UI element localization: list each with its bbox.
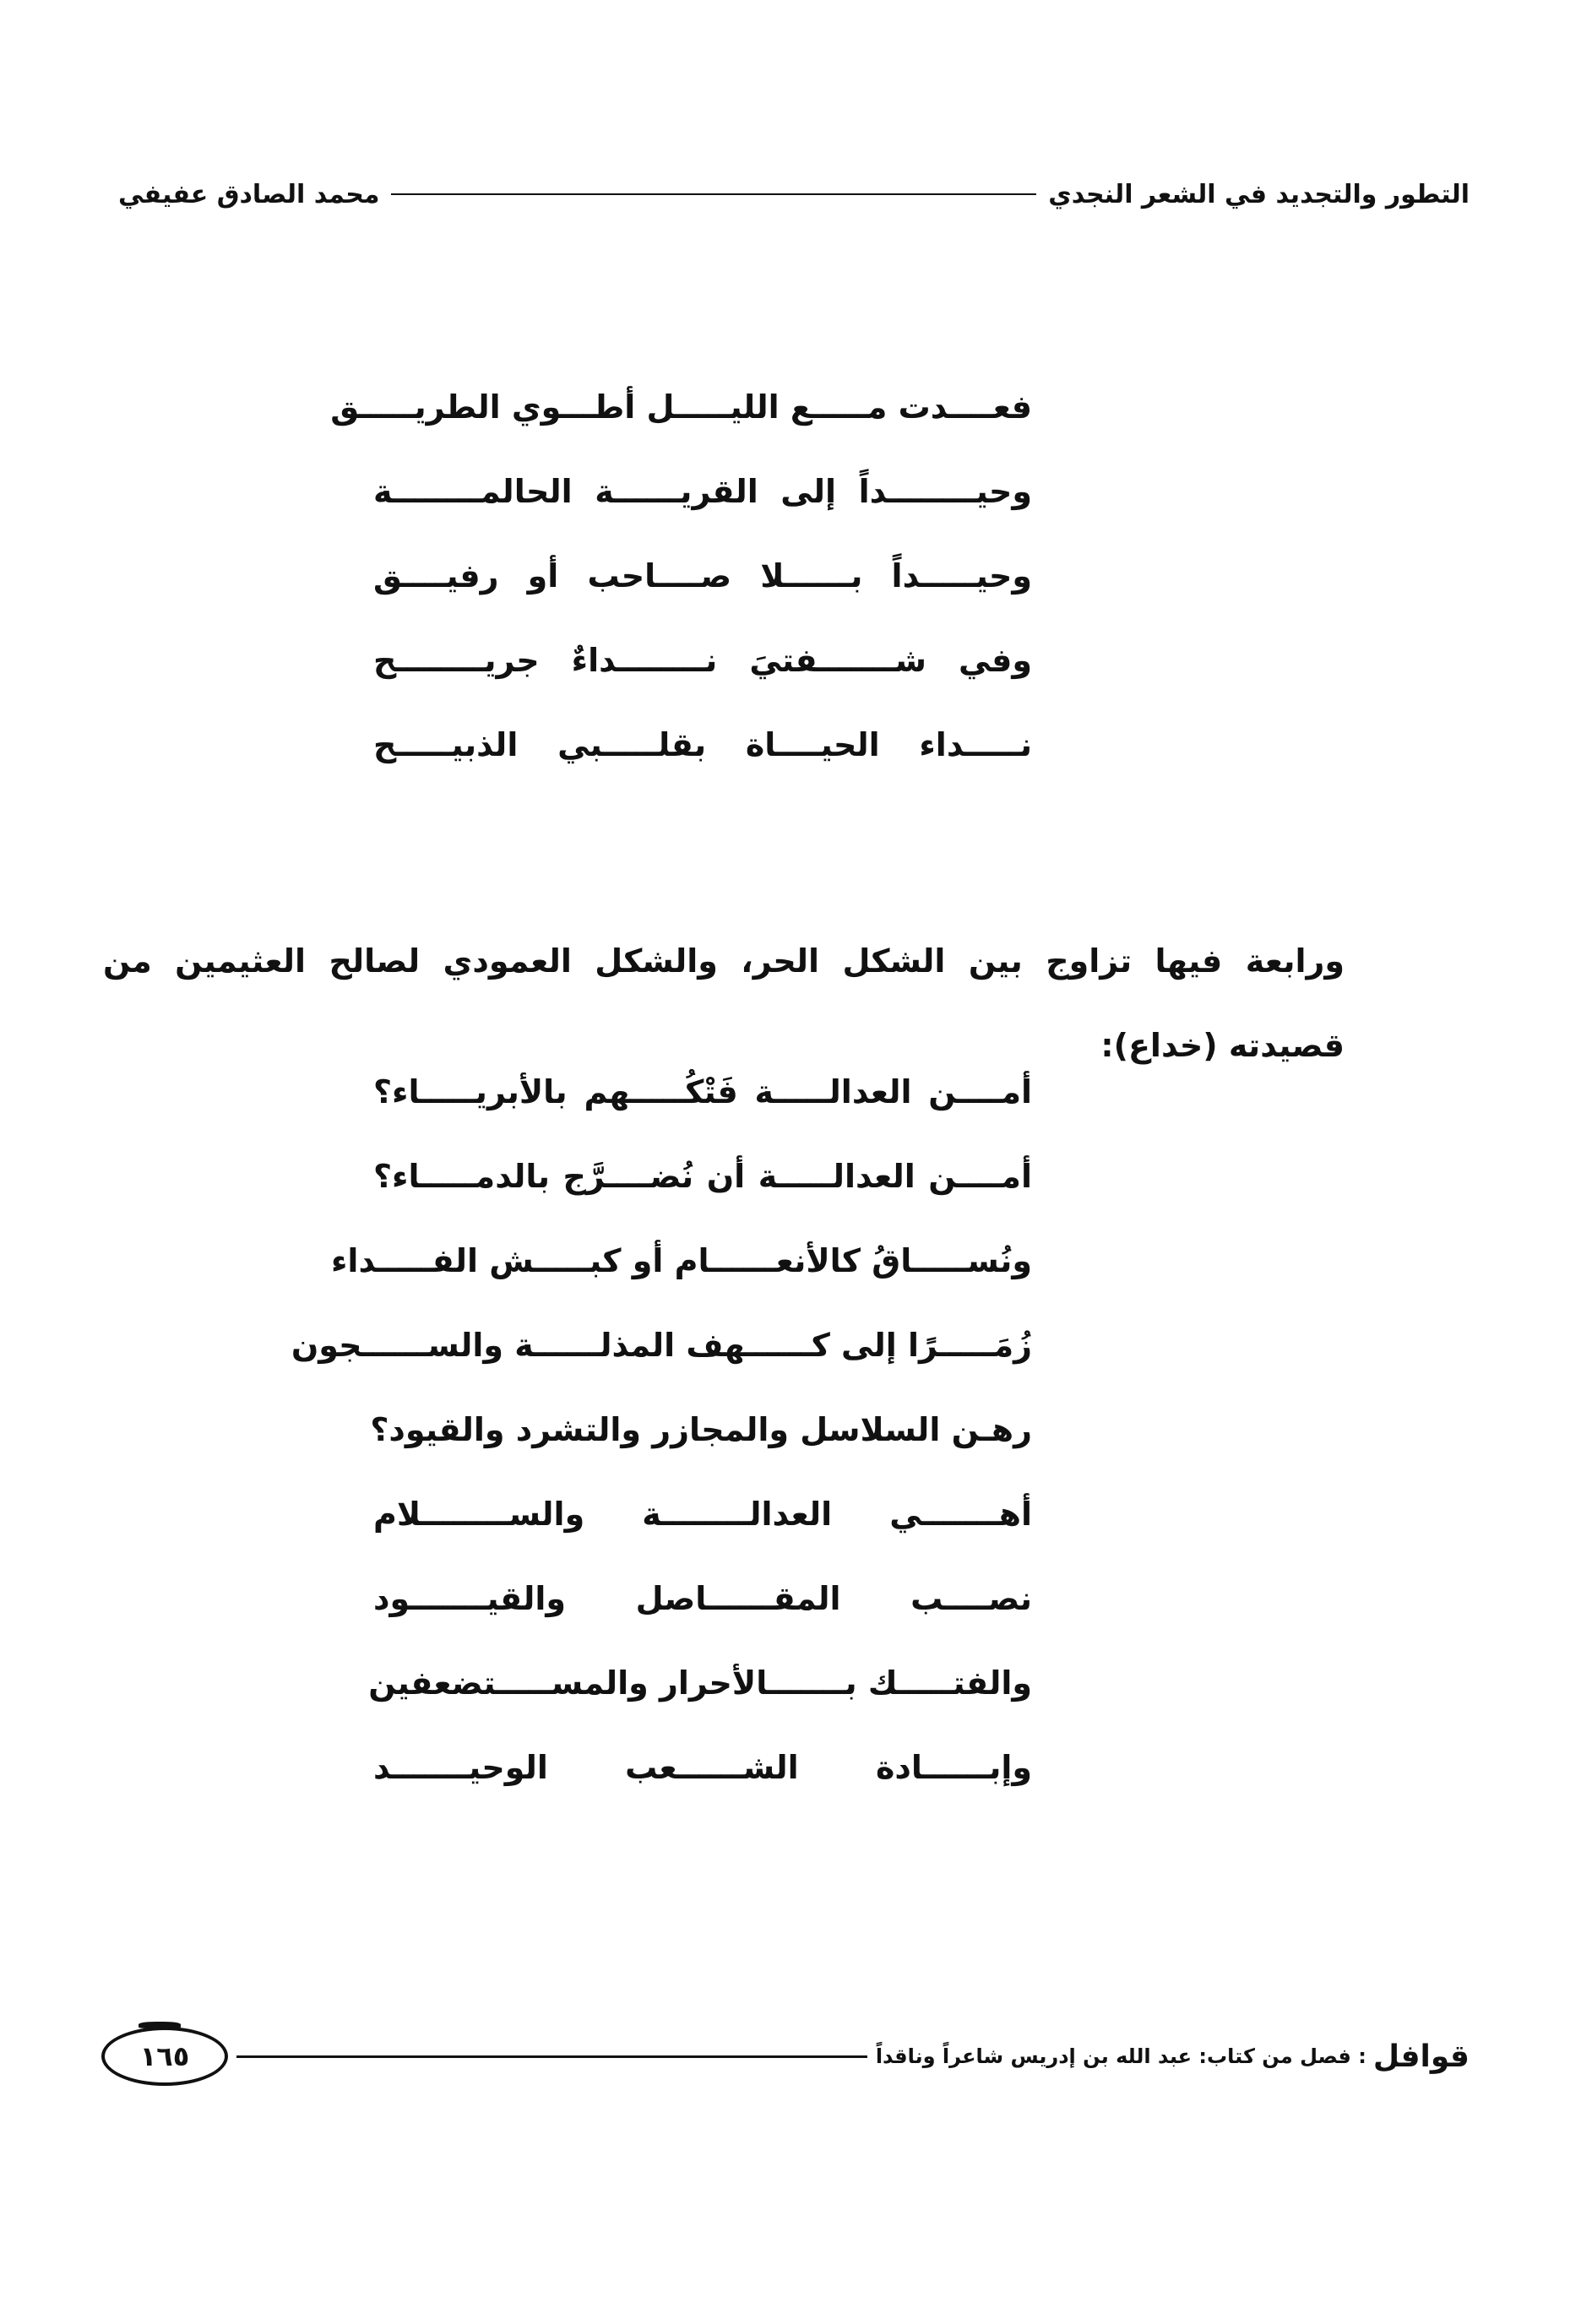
poem-line: نصــــب المقــــــاصل والقيـــــــود	[373, 1580, 1032, 1617]
page-number-badge	[101, 2027, 228, 2086]
footer-rule	[236, 2055, 867, 2058]
poem-line: أمــــن العدالـــــة فَتْكُـــــهم بالأبريـــــاء؟	[373, 1073, 1032, 1110]
poem-line: وفي شـــــــفتيَ نــــــــداءٌ جريــــــــح	[373, 642, 1032, 679]
poem-line: وإبــــــادة الشــــــعب الوحيـــــــد	[373, 1749, 1032, 1786]
header-author: محمد الصادق عفيفي	[118, 179, 380, 209]
header-rule	[391, 193, 1036, 195]
poem-line: ونُســـــاقُ كالأنعــــــام أو كبـــــش الفـــــداء	[331, 1242, 1032, 1279]
header-book-title: التطور والتجديد في الشعر النجدي	[1048, 179, 1470, 209]
footer-book-reference: : فصل من كتاب: عبد الله بن إدريس شاعراً وناقداً	[875, 2044, 1366, 2068]
poem-line: أمــــن العدالـــــة أن نُضــــرَّج بالدمـــــاء؟	[373, 1158, 1032, 1195]
prose-paragraph: ورابعة فيها تزاوج بين الشكل الحر، والشكل العمودي لصالح العثيمين من قصيدته (خداع):	[103, 942, 1345, 1064]
poem-line: والفتـــــك بـــــــالأحرار والمســـــتضعفين	[368, 1664, 1032, 1702]
poem-line: فعــــدت مـــــع الليـــــل أطـــوي الطريـــــق	[330, 388, 1032, 426]
poem-line: زُمَـــــرًا إلى كــــــهف المذلــــــة والســــــجون	[291, 1327, 1032, 1364]
poem-line: رهـن السلاسل والمجازر والتشرد والقيود؟	[370, 1411, 1032, 1448]
footer-journal-name: قوافل	[1372, 2039, 1470, 2074]
poem-line: وحيــــــــداً إلى القريــــــة الحالمــــــــة	[373, 473, 1032, 510]
poem-stanza-2	[291, 1050, 1032, 1810]
poem-stanza-1	[330, 365, 1032, 787]
poem-line: وحيـــــداً بــــــلا صــــاحب أو رفيــــق	[373, 557, 1032, 595]
running-header	[118, 169, 1470, 220]
running-footer	[101, 2018, 1470, 2094]
poem-line: نـــــداء الحيــــاة بقلـــــبي الذبيـــــح	[373, 726, 1032, 763]
poem-line: أهـــــــي العدالــــــــة والســــــــلام	[373, 1496, 1032, 1533]
page-number: ١٦٥	[139, 2040, 190, 2072]
